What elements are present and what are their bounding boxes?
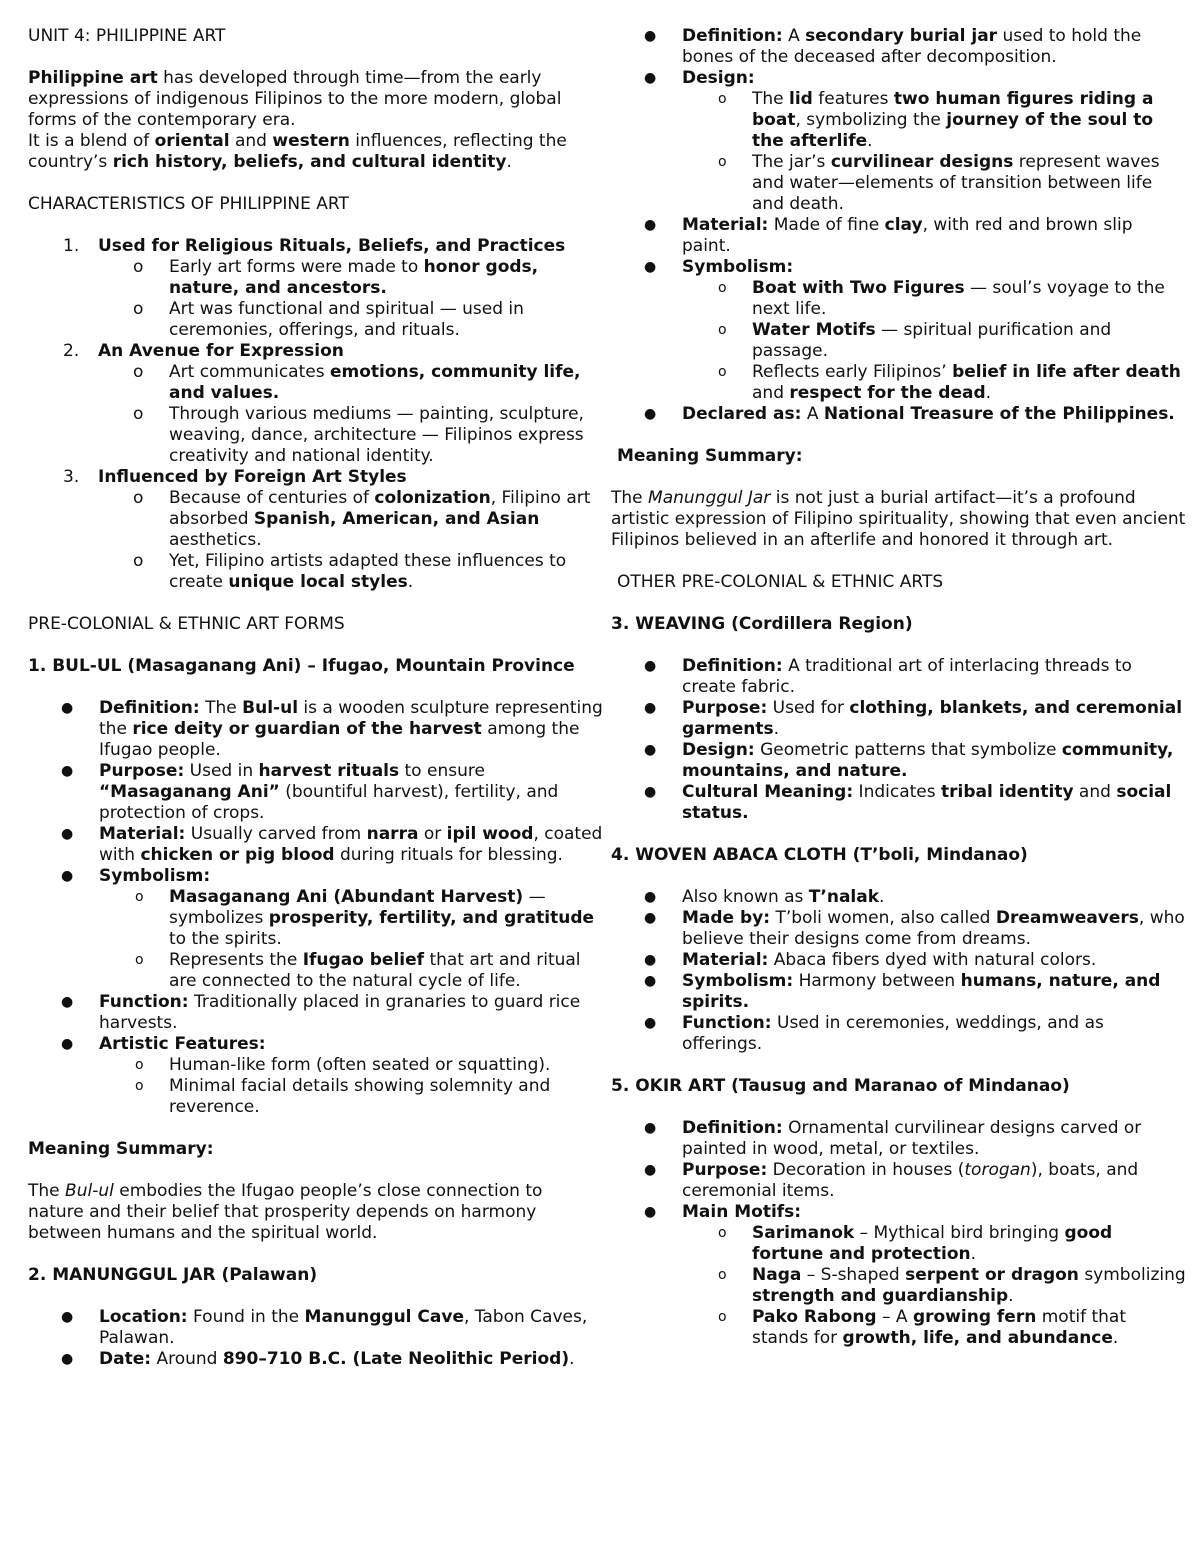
list-item: o Represents the Ifugao belief that art and ritual are connected to the natural cycle of life. [135, 950, 581, 991]
list-item: o Boat with Two Figures — soul’s voyage to the next life. [718, 278, 1165, 319]
list-item: ● Also known as T’nalak. [644, 887, 885, 907]
list-item: o Naga – S-shaped serpent or dragon symbolizing strength and guardianship. [718, 1265, 1186, 1306]
bulul-meaning-heading: Meaning Summary: [28, 1139, 214, 1159]
abaca-heading: 4. WOVEN ABACA CLOTH (T’boli, Mindanao) [611, 845, 1028, 865]
list-item: o The jar’s curvilinear designs represent waves and water—elements of transition between life and death. [718, 152, 1160, 214]
manunggul-heading: 2. MANUNGGUL JAR (Palawan) [28, 1265, 318, 1285]
list-item: o The lid features two human figures riding a boat, symbolizing the journey of the soul to the afterlife. [718, 89, 1154, 151]
list-item: ● Location: Found in the Manunggul Cave, Tabon Caves, Palawan. [61, 1307, 588, 1348]
list-item: o Early art forms were made to honor gods, nature, and ancestors. [133, 257, 539, 298]
right-column [611, 26, 1186, 1349]
precolonial-heading: PRE-COLONIAL & ETHNIC ART FORMS [28, 614, 345, 634]
list-item: 1. Used for Religious Rituals, Beliefs, and Practices o Early art forms were made to honor gods, nature, and ancestors. o Art was functional and spiritual — used in ceremonies, offerings, and rituals. [28, 236, 603, 341]
left-column [28, 26, 603, 1370]
list-item: ● Declared as: A National Treasure of the Philippines. [644, 404, 1175, 424]
list-item: ● Design: Geometric patterns that symbolize community, mountains, and nature. [644, 740, 1174, 781]
other-arts-heading: OTHER PRE-COLONIAL & ETHNIC ARTS [617, 572, 944, 592]
list-item: ● Symbolism: Harmony between humans, nature, and spirits. [644, 971, 1161, 1012]
list-item: o Because of centuries of colonization, Filipino art absorbed Spanish, American, and Asian aesthetics. [133, 488, 591, 550]
list-item: o Masaganang Ani (Abundant Harvest) — symbolizes prosperity, fertility, and gratitude to the spirits. [135, 887, 595, 949]
list-item: ● Function: Used in ceremonies, weddings, and as offerings. [644, 1013, 1104, 1054]
weaving-heading: 3. WEAVING (Cordillera Region) [611, 614, 913, 634]
list-item: ● Purpose: Used for clothing, blankets, and ceremonial garments. [644, 698, 1183, 739]
list-item: ● Artistic Features: o Human-like form (often seated or squatting). o Minimal facial details showing solemnity and reverence. [28, 1034, 603, 1118]
list-item: 3. Influenced by Foreign Art Styles o Because of centuries of colonization, Filipino art absorbed Spanish, American, and Asian aesthetics. o Yet, Filipino artists adapted these influences to create unique local styles. [28, 467, 603, 593]
okir-heading: 5. OKIR ART (Tausug and Maranao of Mindanao) [611, 1076, 1070, 1096]
list-item: o Art was functional and spiritual — used in ceremonies, offerings, and rituals. [133, 299, 524, 340]
intro-paragraph: Philippine art has developed through time—from the early expressions of indigenous Filipinos to the more modern, global forms of the contemporary era. [28, 68, 562, 130]
list-item: ● Definition: A secondary burial jar used to hold the bones of the deceased after decomposition. [644, 26, 1142, 67]
bulul-list [28, 698, 603, 1118]
intro-paragraph-2: It is a blend of oriental and western influences, reflecting the country’s rich history, beliefs, and cultural identity. [28, 131, 567, 172]
list-item: ● Main Motifs: o Sarimanok – Mythical bird bringing good fortune and protection. o Naga – S-shaped serpent or dragon symbolizing strength and guardianship. o Pako Rabong – A growing fern motif that stands for growth, life, and abundance. [611, 1202, 1186, 1349]
characteristics-heading: CHARACTERISTICS OF PHILIPPINE ART [28, 194, 349, 214]
list-item: ● Purpose: Decoration in houses (torogan), boats, and ceremonial items. [644, 1160, 1139, 1201]
list-item: ● Date: Around 890–710 B.C. (Late Neolithic Period). [61, 1349, 575, 1369]
list-item: ● Purpose: Used in harvest rituals to ensure “Masaganang Ani” (bountiful harvest), fertility, and protection of crops. [61, 761, 559, 823]
list-item: ● Function: Traditionally placed in granaries to guard rice harvests. [61, 992, 581, 1033]
list-item: ● Definition: The Bul-ul is a wooden sculpture representing the rice deity or guardian of the harvest among the Ifugao people. [61, 698, 603, 760]
manunggul-meaning-summary: The Manunggul Jar is not just a burial artifact—it’s a profound artistic expression of Filipino spirituality, showing that even ancient Filipinos believed in an afterlife and honored it through art. [611, 488, 1186, 550]
manunggul-list-continued [611, 26, 1186, 425]
list-item: ● Symbolism: o Masaganang Ani (Abundant Harvest) — symbolizes prosperity, fertility, and gratitude to the spirits. o Represents the Ifugao belief that art and ritual are connected to the natural cycle of life. [28, 866, 603, 992]
list-item: ● Cultural Meaning: Indicates tribal identity and social status. [644, 782, 1172, 823]
list-item: o Minimal facial details showing solemnity and reverence. [135, 1076, 551, 1117]
list-item: o Water Motifs — spiritual purification and passage. [718, 320, 1112, 361]
okir-list [611, 1118, 1186, 1349]
list-item: o Reflects early Filipinos’ belief in life after death and respect for the dead. [718, 362, 1181, 403]
bulul-heading: 1. BUL-UL (Masaganang Ani) – Ifugao, Mountain Province [28, 656, 575, 676]
unit-title: UNIT 4: PHILIPPINE ART [28, 26, 226, 46]
list-item: ● Definition: A traditional art of interlacing threads to create fabric. [644, 656, 1132, 697]
list-item: ● Design: o The lid features two human figures riding a boat, symbolizing the journey of the soul to the afterlife. o The jar’s curvilinear designs represent waves and water—elements of transition between life and death. [611, 68, 1186, 215]
list-item: o Yet, Filipino artists adapted these influences to create unique local styles. [133, 551, 567, 592]
list-item: 2. An Avenue for Expression o Art communicates emotions, community life, and values. o Through various mediums — painting, sculpture, weaving, dance, architecture — Filipinos express creativity and national identity. [28, 341, 603, 467]
abaca-list [611, 887, 1186, 1055]
list-item: o Art communicates emotions, community life, and values. [133, 362, 581, 403]
bulul-meaning-summary: The Bul-ul embodies the Ifugao people’s close connection to nature and their belief that prosperity depends on harmony between humans and the spiritual world. [28, 1181, 543, 1243]
list-item: ● Material: Abaca fibers dyed with natural colors. [644, 950, 1097, 970]
list-item: ● Material: Usually carved from narra or ipil wood, coated with chicken or pig blood during rituals for blessing. [61, 824, 603, 865]
list-item: ● Definition: Ornamental curvilinear designs carved or painted in wood, metal, or textiles. [644, 1118, 1142, 1159]
manunggul-meaning-heading: Meaning Summary: [617, 446, 803, 466]
manunggul-list-start [28, 1307, 603, 1370]
characteristics-list [28, 236, 603, 593]
list-item: o Through various mediums — painting, sculpture, weaving, dance, architecture — Filipinos express creativity and national identity. [133, 404, 584, 466]
weaving-list [611, 656, 1186, 824]
list-item: ● Made by: T’boli women, also called Dreamweavers, who believe their designs come from dreams. [644, 908, 1185, 949]
list-item: o Pako Rabong – A growing fern motif that stands for growth, life, and abundance. [718, 1307, 1126, 1348]
list-item: o Sarimanok – Mythical bird bringing good fortune and protection. [718, 1223, 1113, 1264]
list-item: ● Symbolism: o Boat with Two Figures — soul’s voyage to the next life. o Water Motifs — spiritual purification and passage. o Reflects early Filipinos’ belief in life after death and respect for the dead. [611, 257, 1186, 404]
list-item: o Human-like form (often seated or squatting). [135, 1055, 551, 1075]
list-item: ● Material: Made of fine clay, with red and brown slip paint. [644, 215, 1133, 256]
